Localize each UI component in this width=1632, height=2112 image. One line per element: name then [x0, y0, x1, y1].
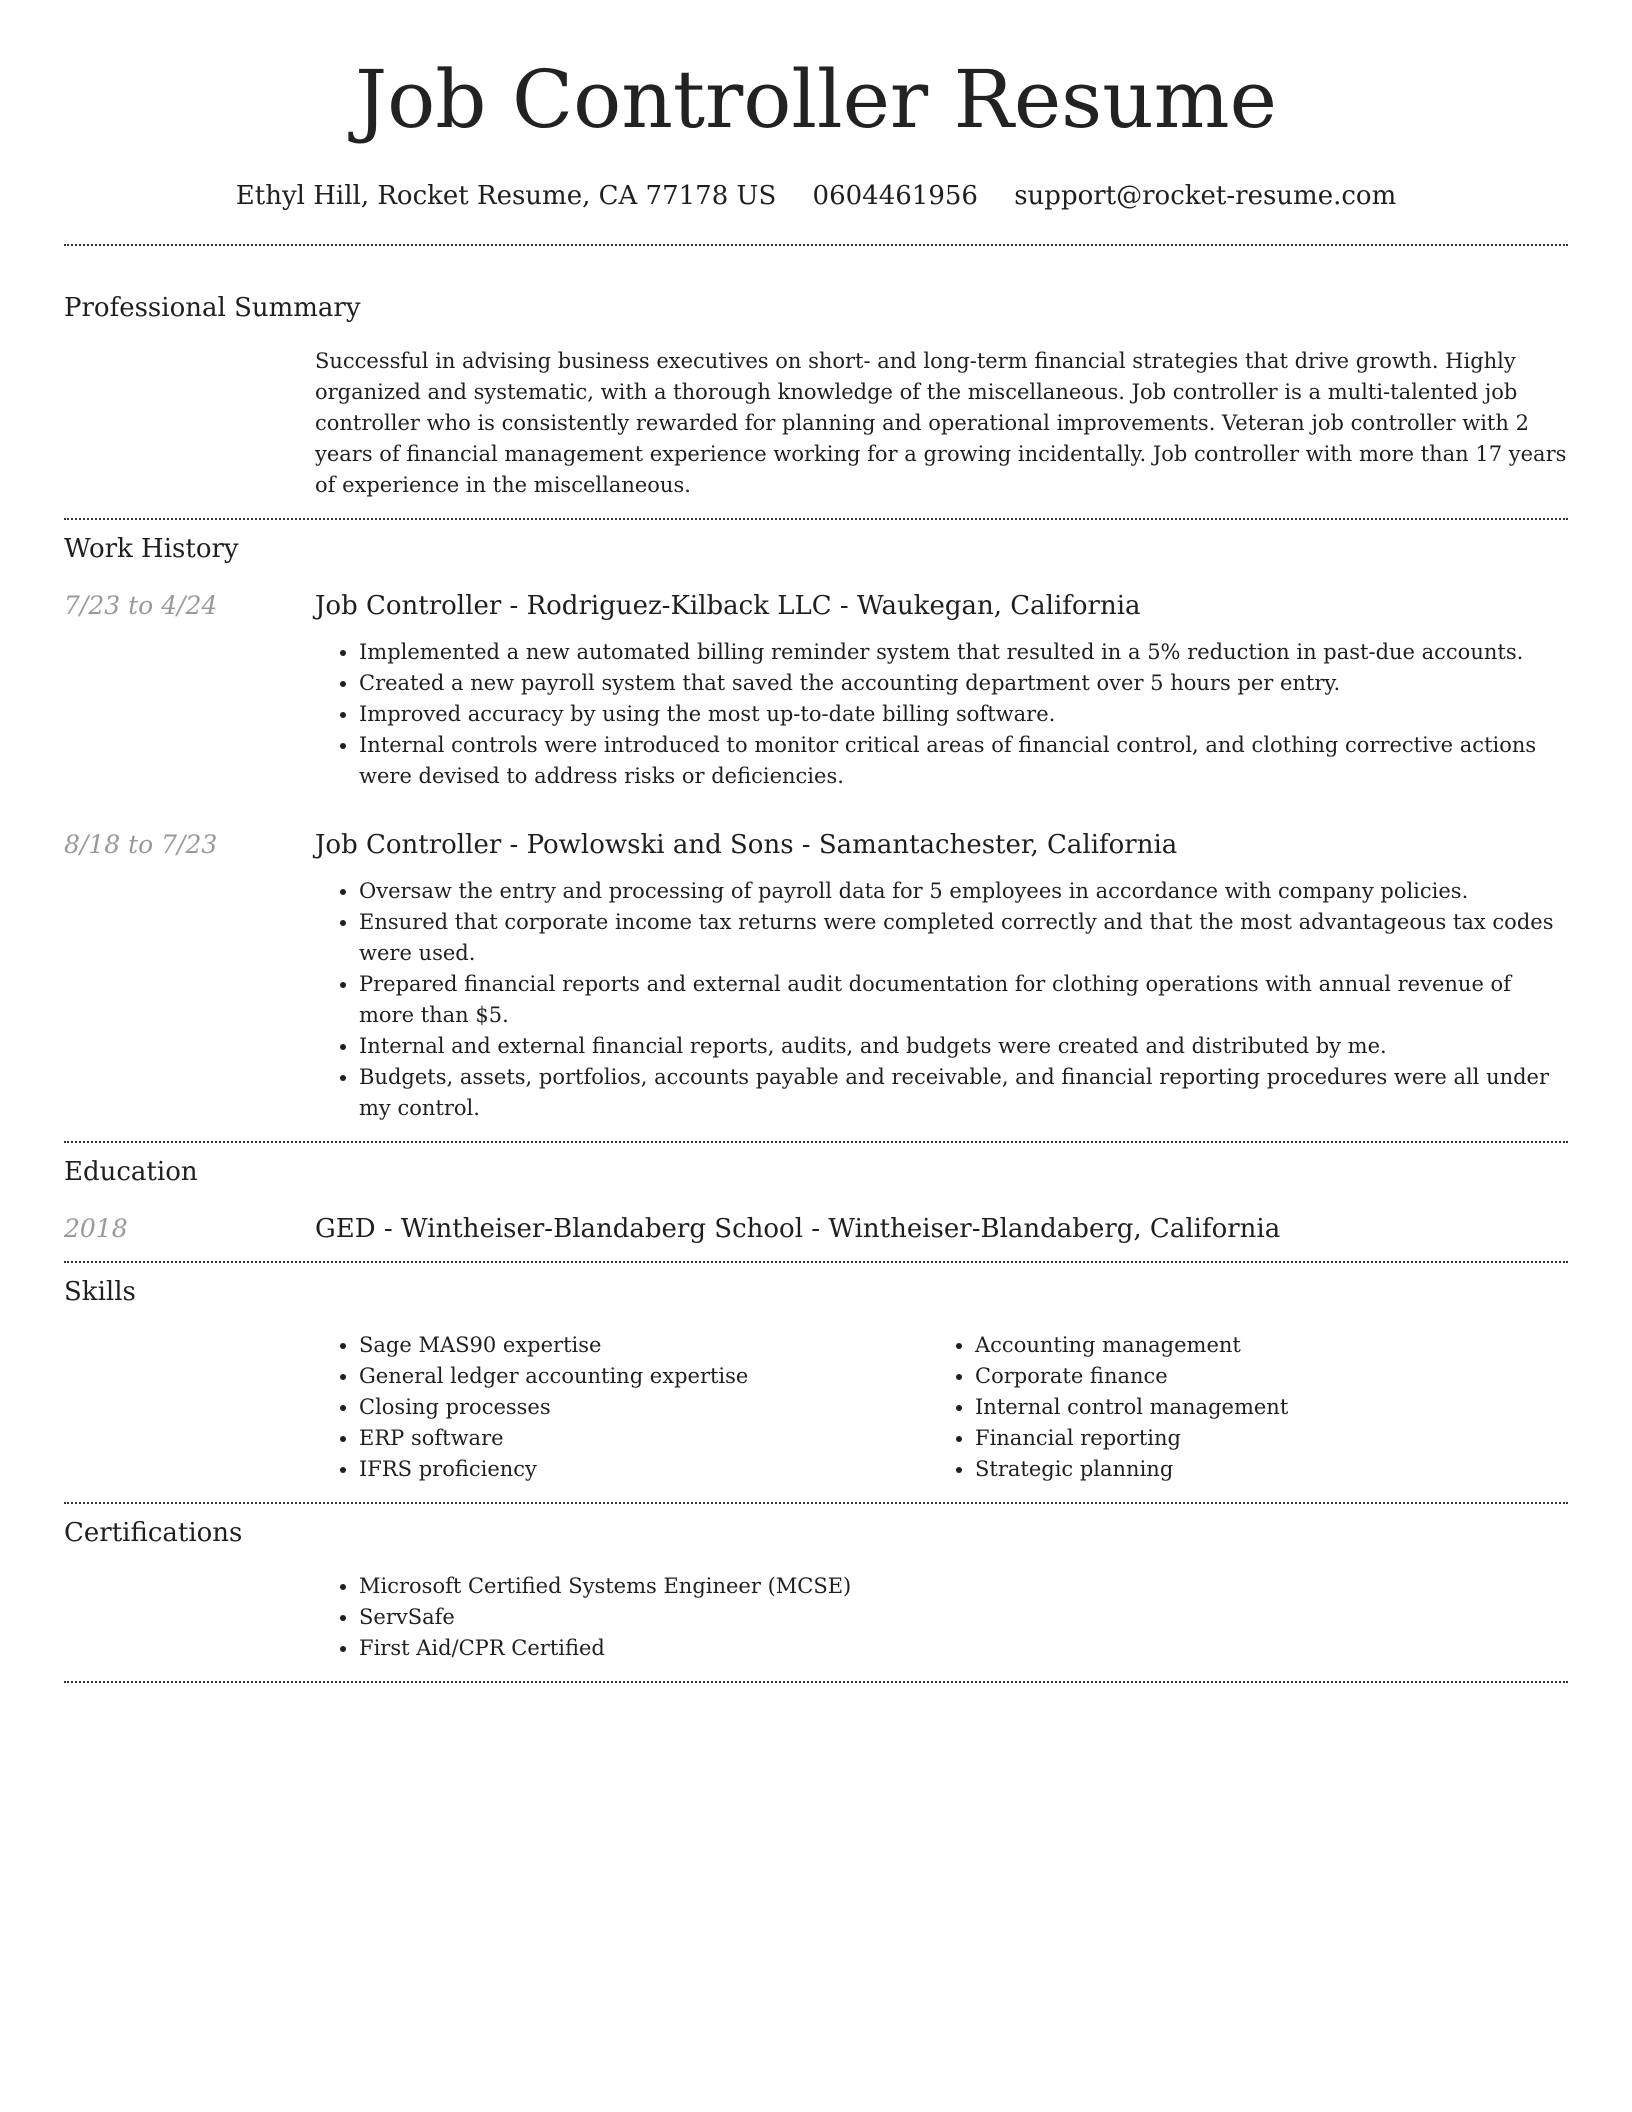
skill-item: • Sage MAS90 expertise: [359, 1330, 931, 1361]
divider: [64, 518, 1568, 520]
education-details: [315, 1212, 1568, 1246]
certification-item: • First Aid/CPR Certified: [359, 1633, 1568, 1664]
skill-item: • Financial reporting: [975, 1423, 1568, 1454]
skill-item: • Accounting management: [975, 1330, 1568, 1361]
summary-spacer: [64, 346, 315, 501]
job-bullet: • Created a new payroll system that saved the accounting department over 5 hours per entry.: [359, 668, 1568, 699]
skills-list-left: [315, 1330, 931, 1485]
job-title: Job Controller: [315, 591, 502, 621]
divider: [64, 1681, 1568, 1683]
job-details: [315, 828, 1568, 1124]
certifications-section: [64, 1515, 1568, 1664]
skills-spacer: [64, 1330, 315, 1485]
education-degree: GED: [315, 1214, 376, 1244]
job-title: Job Controller: [315, 830, 502, 860]
job-details: [315, 589, 1568, 792]
job-dates: 8/18 to 7/23: [64, 830, 218, 859]
certification-item: • Microsoft Certified Systems Engineer (MCSE): [359, 1571, 1568, 1602]
job-bullet: • Budgets, assets, portfolios, accounts payable and receivable, and financial reporting procedures were all under my control.: [359, 1062, 1568, 1124]
certification-item: • ServSafe: [359, 1602, 1568, 1633]
job-heading: [315, 589, 1568, 623]
work-history-heading: Work History: [64, 534, 239, 564]
contact-email: support@rocket-resume.com: [1014, 181, 1397, 211]
skill-item: • Internal control management: [975, 1392, 1568, 1423]
job-bullet: • Prepared financial reports and external audit documentation for clothing operations with annual revenue of more than $5.: [359, 969, 1568, 1031]
job-bullet: • Internal controls were introduced to monitor critical areas of financial control, and clothing corrective actions were devised to address risks or deficiencies.: [359, 730, 1568, 792]
contact-line: [64, 178, 1568, 214]
divider: [64, 1141, 1568, 1143]
certifications-list: [315, 1571, 1568, 1664]
job-employer: - Rodriguez-Kilback LLC - Waukegan, California: [501, 591, 1141, 621]
skills-heading: Skills: [64, 1277, 136, 1307]
education-entry: [64, 1212, 1568, 1246]
divider: [64, 244, 1568, 246]
certifications-spacer: [64, 1571, 315, 1664]
resume-title: Job Controller Resume: [355, 53, 1277, 146]
job-employer: - Powlowski and Sons - Samantachester, California: [501, 830, 1178, 860]
summary-row: [64, 346, 1568, 501]
job-bullet: • Implemented a new automated billing reminder system that resulted in a 5% reduction in past-due accounts.: [359, 637, 1568, 668]
job-bullets: [315, 637, 1568, 792]
summary-heading: Professional Summary: [64, 293, 361, 323]
job-bullets: [315, 876, 1568, 1124]
skills-list-right: [931, 1330, 1568, 1485]
job-bullet: • Oversaw the entry and processing of payroll data for 5 employees in accordance with company policies.: [359, 876, 1568, 907]
skill-item: • Strategic planning: [975, 1454, 1568, 1485]
skill-item: • General ledger accounting expertise: [359, 1361, 931, 1392]
education-year: 2018: [64, 1214, 128, 1243]
divider: [64, 1502, 1568, 1504]
job-heading: [315, 828, 1568, 862]
certifications-row: [64, 1571, 1568, 1664]
job-bullet: • Improved accuracy by using the most up-to-date billing software.: [359, 699, 1568, 730]
skill-item: • IFRS proficiency: [359, 1454, 931, 1485]
education-school: - Wintheiser-Blandaberg School - Wintheiser-Blandaberg, California: [375, 1214, 1281, 1244]
education-heading-line: [315, 1212, 1568, 1246]
job-entry: [64, 828, 1568, 1124]
summary-body: [315, 346, 1568, 501]
skill-item: • Corporate finance: [975, 1361, 1568, 1392]
certifications-heading: Certifications: [64, 1518, 243, 1548]
skills-row: [64, 1330, 1568, 1485]
skills-grid: [315, 1330, 1568, 1485]
summary-section: [64, 290, 1568, 501]
job-bullet: • Internal and external financial reports, audits, and budgets were created and distributed by me.: [359, 1031, 1568, 1062]
contact-address: Ethyl Hill, Rocket Resume, CA 77178 US: [235, 181, 777, 211]
job-dates: 7/23 to 4/24: [64, 591, 218, 620]
education-section: [64, 1154, 1568, 1246]
job-entry: [64, 589, 1568, 792]
job-bullet: • Ensured that corporate income tax returns were completed correctly and that the most advantageous tax codes were used.: [359, 907, 1568, 969]
skills-section: [64, 1274, 1568, 1485]
summary-text: Successful in advising business executives on short- and long-term financial strategies that drive growth. Highly organized and systematic, with a thorough knowledge of the miscellaneous. Job controller is a multi-talented job controller who is consistently rewarded for planning and operational improvements. Veteran job controller with 2 years of financial management experience working for a growing incidentally. Job controller with more than 17 years of experience in the miscellaneous.: [315, 349, 1567, 497]
certifications-body: [315, 1571, 1568, 1664]
skill-item: • ERP software: [359, 1423, 931, 1454]
work-history-section: [64, 531, 1568, 1124]
education-heading: Education: [64, 1157, 198, 1187]
skill-item: • Closing processes: [359, 1392, 931, 1423]
divider: [64, 1261, 1568, 1263]
contact-phone: 0604461956: [812, 181, 978, 211]
